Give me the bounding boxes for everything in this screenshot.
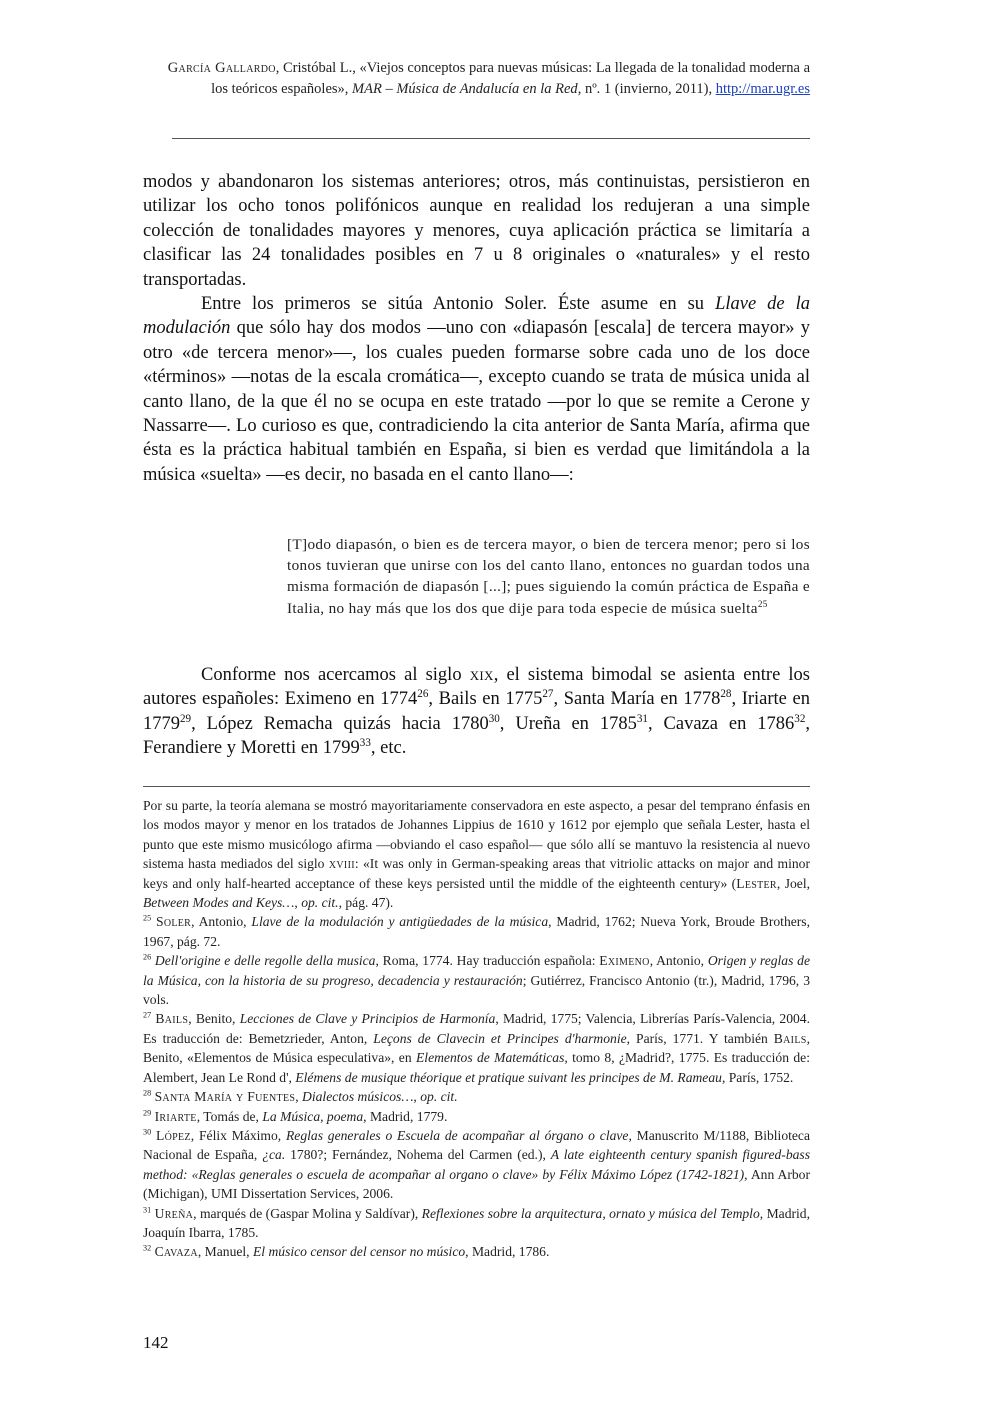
fn-opcit: op. cit.	[420, 1089, 458, 1105]
fn-text: , Antonio,	[191, 914, 252, 930]
footnote-number: 31	[143, 1205, 152, 1214]
running-header	[160, 58, 810, 100]
header-citation: , Cristóbal L., «Viejos conceptos para nuevas músicas: La llegada de la tonalidad moderna a los teóricos españoles»,	[211, 60, 810, 97]
fn-text: , París, 1752.	[721, 1069, 794, 1085]
footnote-number: 30	[143, 1127, 152, 1137]
fn-title: Dialectos músicos…	[302, 1089, 414, 1105]
paragraph-1: modos y abandonaron los sistemas anteriores; otros, más continuistas, persistieron en utilizar los ocho tonos polifónicos aunque en realidad los redujeran a una simple colección de tonalidades mayores y menores, cuya aplicación práctica se limitaría a clasificar las 24 tonalidades posibles en 7 u 8 originales o «naturales» y el resto transportadas.	[143, 172, 810, 290]
footnote-ref-27[interactable]: 27	[542, 688, 554, 701]
fn-title: Llave de la modulación y antigüedades de la música	[251, 914, 549, 930]
footnote-29	[143, 1107, 810, 1126]
header-author: García Gallardo	[167, 60, 276, 76]
footnotes	[143, 796, 810, 1262]
fn-text: , pág. 47).	[338, 895, 394, 911]
header-rule	[172, 138, 810, 139]
fn-title: Reflexiones sobre la arquitectura, ornato y música del Templo	[421, 1205, 760, 1221]
footnote-ref-28[interactable]: 28	[720, 688, 732, 701]
fn-title: Origen y reglas de la Música, con la historia de su progreso, decadencia y restauración	[143, 953, 810, 988]
footnote-rule	[143, 786, 810, 787]
fn-text: , Félix Máximo,	[190, 1127, 286, 1143]
fn-title: El músico censor del censor no músico	[252, 1244, 466, 1260]
fn-title: Leçons de Clavecin et Principes d'harmonie	[373, 1030, 627, 1046]
fn-text: ,	[295, 1089, 303, 1105]
fn-ca: ¿ca.	[262, 1147, 286, 1163]
p3-text: , Santa María en 1778	[553, 689, 721, 710]
fn-author: Bails	[773, 1030, 807, 1046]
fn-author: Bails	[155, 1011, 189, 1027]
p3-text: , López Remacha quizás hacia 1780	[191, 713, 489, 734]
header-url-link[interactable]: http://mar.ugr.es	[715, 81, 810, 97]
fn-text: 1780?; Fernández, Nohema del Carmen (ed.),	[285, 1147, 551, 1163]
fn-author: Soler	[155, 914, 192, 930]
fn-title: Elementos de Matemáticas	[415, 1050, 565, 1066]
fn-opcit: op. cit.	[301, 895, 339, 911]
paragraph-2	[143, 292, 810, 487]
fn-text: , Antonio,	[649, 953, 708, 969]
footnote-number: 27	[143, 1010, 152, 1020]
fn-text: , tomo 8, ¿Madrid?, 1775. Es traducción de: Alembert, Jean Le Rond d',	[143, 1050, 810, 1085]
fn-title: Lecciones de Clave y Principios de Harmonía	[239, 1011, 496, 1027]
footnote-ref-29[interactable]: 29	[180, 712, 192, 725]
footnote-31	[143, 1204, 810, 1243]
fn-text: , Manuscrito M/1188, Biblioteca Nacional de España,	[143, 1127, 811, 1163]
paragraph-3	[143, 663, 810, 761]
footnote-ref-26[interactable]: 26	[417, 688, 429, 701]
fn-text: , Madrid, 1762; Nueva York, Broude Brothers, 1967, pág. 72.	[143, 914, 810, 949]
page-number: 142	[143, 1333, 169, 1352]
fn-text: Por su parte, la teoría alemana se mostró mayoritariamente conservadora en este aspecto, a pesar del temprano énfasis en los modos mayor y menor en los tratados de Johannes Lippius de 1610 y 1612 por ejemplo que señala Lester, hasta el punto que este mismo musicólogo afirma —obviando el caso español— que sólo allí se mantuvo la resistencia al nuevo sistema hasta mediados del siglo	[143, 798, 810, 872]
fn-title: La Música, poema	[262, 1108, 364, 1124]
p3-text: , etc.	[370, 738, 407, 759]
header-issue: , nº. 1 (invierno, 2011),	[577, 81, 713, 97]
fn-author: Iriarte	[154, 1108, 197, 1124]
paragraph-2-title: Llave de la modulación	[143, 294, 811, 339]
p3-text: , Ferandiere y Moretti en 1799	[143, 713, 810, 759]
fn-text: , Madrid, 1786.	[465, 1244, 550, 1260]
p3-text: , el sistema bimodal se asienta entre los autores españoles: Eximeno en 1774	[143, 665, 810, 710]
paragraph-2-rest: que sólo hay dos modos —uno con «diapasón [escala] de tercera mayor» y otro «de tercera menor»—, los cuales pueden formarse sobre cada uno de los doce «términos» —notas de la escala cromática—, excepto cuando se trata de música unida al canto llano, de la que él no se ocupa en este tratado —por lo que se remite a Cerone y Nassarre—. Lo curioso es que, contradiciendo la cita anterior de Santa María, afirma que ésta es la práctica habitual también en España, si bien es verdad que limitándola a la música «suelta» —es decir, no basada en el canto llano—:	[143, 318, 810, 485]
fn-title: Dell'origine e delle regolle della musica	[154, 953, 376, 969]
fn-author: López	[155, 1127, 191, 1143]
fn-text: , Tomás de,	[196, 1108, 263, 1124]
fn-text: , Roma, 1774. Hay traducción española:	[375, 953, 600, 969]
fn-title: A late eighteenth century spanish figured-bass method: «Reglas generales o escuela de acompañar al organo o clave» by Félix Máximo López (1742-1821)	[143, 1147, 810, 1182]
p3-text: , Cavaza en 1786	[647, 713, 795, 734]
fn-text: : «It was only in German-speaking areas that vitriolic attacks on major and minor keys and only half-hearted acceptance of these keys persisted until the middle of the eighteenth century» (	[143, 856, 810, 891]
p3-text: , Ureña en 1785	[499, 713, 637, 734]
main-text-2	[143, 663, 810, 761]
fn-author: Santa María y Fuentes	[154, 1089, 296, 1105]
footnote-32	[143, 1242, 810, 1261]
paragraph-2-start: Entre los primeros se sitúa Antonio Soler. Éste asume en su	[201, 294, 716, 315]
fn-text: ,	[294, 895, 302, 911]
fn-title: Reglas generales o Escuela de acompañar al órgano o clave	[286, 1127, 629, 1143]
footnote-continuation	[143, 796, 810, 912]
p3-century: xix	[469, 665, 494, 685]
fn-text: , París, 1771. Y también	[626, 1030, 774, 1046]
p3-text: Conforme nos acercamos al siglo	[201, 665, 470, 685]
fn-author: Lester	[736, 875, 777, 891]
footnote-number: 29	[143, 1107, 152, 1117]
fn-author: Cavaza	[154, 1244, 198, 1260]
footnote-28	[143, 1087, 810, 1106]
fn-title: Between Modes and Keys…	[143, 895, 295, 911]
block-quote	[287, 534, 810, 619]
main-text	[143, 170, 810, 487]
footnote-ref-32[interactable]: 32	[794, 712, 806, 725]
fn-title: Elémens de musique théorique et pratique suivant les principes de M. Rameau	[295, 1069, 722, 1085]
footnote-ref-31[interactable]: 31	[636, 712, 648, 725]
p3-text: , Bails en 1775	[428, 689, 543, 710]
fn-century: xviii	[328, 856, 355, 872]
footnote-30	[143, 1126, 810, 1204]
fn-text: , Madrid, Joaquín Ibarra, 1785.	[143, 1205, 811, 1240]
quote-text: [T]odo diapasón, o bien es de tercera mayor, o bien de tercera menor; pero si los tonos tuvieran que unirse con los del canto llano, entonces no guardan todos una misma formación de diapasón [...]; pues siguiendo la común práctica de España e Italia, no hay más que los dos que dije para toda especie de música suelta	[287, 536, 810, 617]
footnote-ref-30[interactable]: 30	[488, 712, 500, 725]
fn-text: , Madrid, 1775; Valencia, Librerías París-Valencia, 2004. Es traducción de: Bemetzrieder, Anton,	[143, 1011, 810, 1046]
fn-text: ,	[413, 1089, 421, 1105]
fn-author: Ureña	[154, 1205, 194, 1221]
p3-text: , Iriarte en 1779	[143, 689, 810, 734]
footnote-ref-25[interactable]: 25	[757, 598, 768, 609]
header-journal: MAR – Música de Andalucía en la Red	[352, 81, 578, 97]
fn-text: ; Gutiérrez, Francisco Antonio (tr.), Madrid, 1796, 3 vols.	[143, 972, 810, 1008]
footnote-27	[143, 1009, 810, 1087]
footnote-26	[143, 951, 810, 1009]
fn-text: , Manuel,	[197, 1244, 253, 1260]
footnote-number: 25	[143, 913, 152, 923]
fn-text: , Madrid, 1779.	[363, 1108, 448, 1124]
fn-text: , Joel,	[776, 875, 811, 891]
footnote-number: 28	[143, 1088, 152, 1098]
footnote-25	[143, 912, 810, 951]
fn-text: , marqués de (Gaspar Molina y Saldívar),	[193, 1205, 422, 1221]
fn-text: , Benito,	[188, 1011, 240, 1027]
footnote-number: 26	[143, 952, 152, 962]
footnote-ref-33[interactable]: 33	[359, 737, 371, 750]
fn-text: , Benito, «Elementos de Música especulativa», en	[143, 1030, 810, 1066]
fn-author: Eximeno	[599, 953, 650, 969]
footnote-number: 32	[143, 1243, 152, 1253]
fn-text: , Ann Arbor (Michigan), UMI Dissertation Services, 2006.	[143, 1166, 810, 1202]
